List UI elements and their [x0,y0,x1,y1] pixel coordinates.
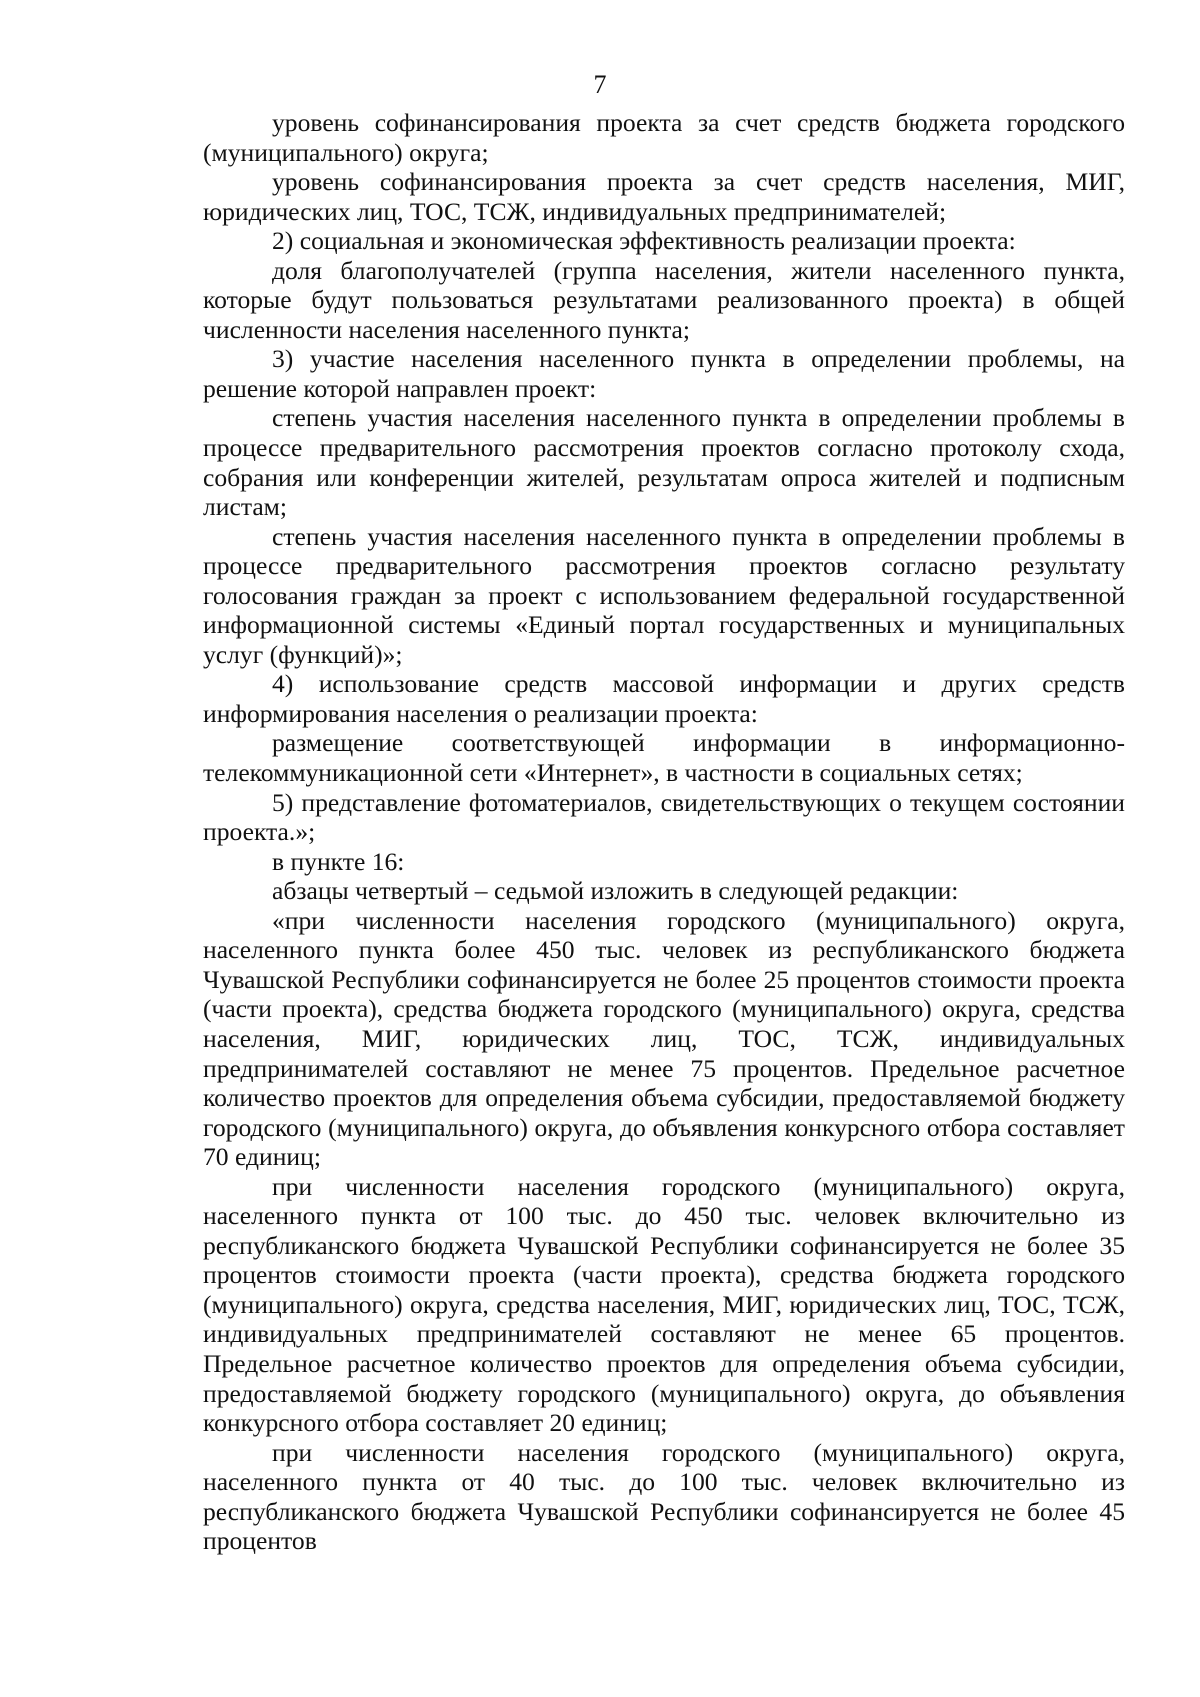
paragraph: 5) представление фотоматериалов, свидетельствующих о текущем состоянии проекта.»; [203,787,1125,847]
paragraph: абзацы четвертый – седьмой изложить в следующей редакции: [272,876,959,906]
paragraph: 2) социальная и экономическая эффективность реализации проекта: [272,226,1016,256]
paragraph: степень участия населения населенного пункта в определении проблемы в процессе предварительного рассмотрения проектов согласно протоколу схода, собрания или конференции жителей, результатам опроса жителей и подписным листам; [203,403,1125,522]
page-number: 7 [593,70,607,99]
paragraph: 3) участие населения населенного пункта в определении проблемы, на решение которой направлен проект: [203,344,1125,403]
paragraph: уровень софинансирования проекта за счет средств населения, МИГ, юридических лиц, ТОС, ТСЖ, индивидуальных предпринимателей; [203,167,1125,226]
paragraph: при численности населения городского (муниципального) округа, населенного пункта от 100 тыс. до 450 тыс. человек включительно из республиканского бюджета Чувашской Республики софинансируется не более 35 процентов стоимости проекта (части проекта), средства бюджета городского (муниципального) округа, средства населения, МИГ, юридических лиц, ТОС, ТСЖ, индивидуальных предпринимателей составляют не менее 65 процентов. Предельное расчетное количество проектов для определения объема субсидии, предоставляемой бюджету городского (муниципального) округа, до объявления конкурсного отбора составляет 20 единиц; [203,1171,1125,1438]
paragraph: степень участия населения населенного пункта в определении проблемы в процессе предварительного рассмотрения проектов согласно результату голосования граждан за проект с использованием федеральной государственной информационной системы «Единый портал государственных и муниципальных услуг (функций)»; [203,521,1125,669]
paragraph: 4) использование средств массовой информации и других средств информирования населения о реализации проекта: [203,669,1125,728]
paragraph: доля благополучателей (группа населения, жители населенного пункта, которые будут пользоваться результатами реализованного проекта) в общей численности населения населенного пункта; [203,255,1125,344]
paragraph: размещение соответствующей информации в информационно-телекоммуникационной сети «Интернет», в частности в социальных сетях; [203,728,1125,788]
paragraph: в пункте 16: [272,846,405,876]
paragraph: «при численности населения городского (муниципального) округа, населенного пункта более 450 тыс. человек из республиканского бюджета Чувашской Республики софинансируется не более 25 процентов стоимости проекта (части проекта), средства бюджета городского (муниципального) округа, средства населения, МИГ, юридических лиц, ТОС, ТСЖ, индивидуальных предпринимателей составляют не менее 75 процентов. Предельное расчетное количество проектов для определения объема субсидии, предоставляемой бюджету городского (муниципального) округа, до объявления конкурсного отбора составляет 70 единиц; [203,905,1125,1172]
paragraph: при численности населения городского (муниципального) округа, населенного пункта от 40 тыс. до 100 тыс. человек включительно из республиканского бюджета Чувашской Республики софинансируется не более 45 процентов [203,1437,1125,1556]
document-body [203,108,1125,1556]
paragraph: уровень софинансирования проекта за счет средств бюджета городского (муниципального) округа; [203,108,1125,167]
